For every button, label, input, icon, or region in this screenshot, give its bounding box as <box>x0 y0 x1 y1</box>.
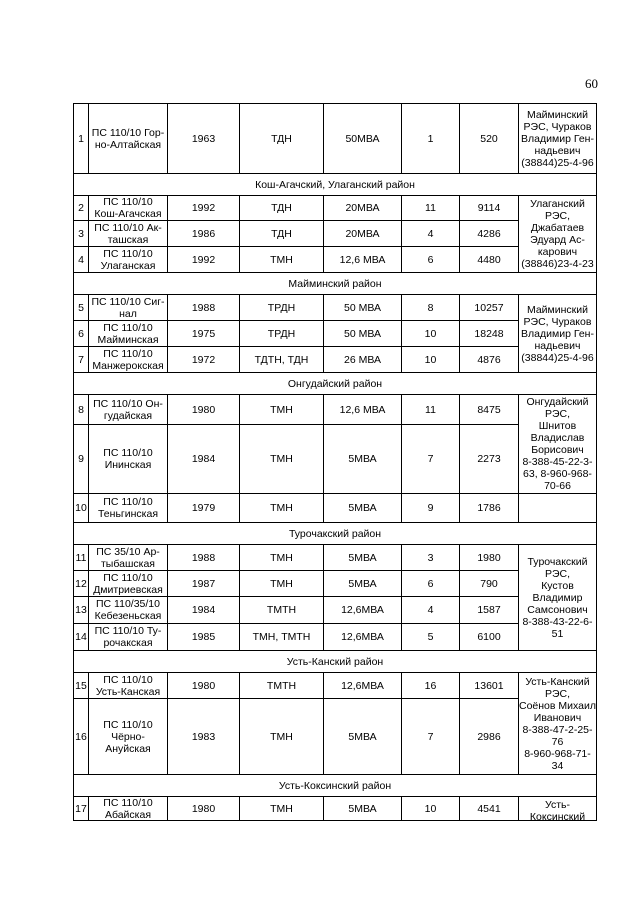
cell-year: 1972 <box>168 347 240 373</box>
cell-substation: ПС 110/10 Усть-Канская <box>89 673 168 699</box>
cell-value: 18248 <box>460 321 519 347</box>
cell-power: 12,6 МВА <box>324 247 402 273</box>
cell-year: 1963 <box>168 104 240 174</box>
cell-count: 7 <box>402 425 460 494</box>
cell-number: 7 <box>74 347 89 373</box>
cell-transformer-type: ТМН <box>240 545 324 571</box>
cell-value: 10257 <box>460 295 519 321</box>
cell-substation: ПС 35/10 Ар- тыбашская <box>89 545 168 571</box>
cell-transformer-type: ТДТН, ТДН <box>240 347 324 373</box>
cell-power: 5МВА <box>324 545 402 571</box>
cell-number: 14 <box>74 624 89 651</box>
cell-value: 6100 <box>460 624 519 651</box>
cell-power: 5МВА <box>324 797 402 821</box>
cell-year: 1984 <box>168 597 240 624</box>
table-row <box>74 395 596 425</box>
table-row <box>74 673 596 699</box>
cell-count: 3 <box>402 545 460 571</box>
cell-power: 50 МВА <box>324 295 402 321</box>
cell-count: 7 <box>402 699 460 775</box>
cell-power: 12,6МВА <box>324 624 402 651</box>
cell-year: 1983 <box>168 699 240 775</box>
cell-number: 13 <box>74 597 89 624</box>
table-row <box>74 425 596 494</box>
cell-substation: ПС 110/10 Кош-Агачская <box>89 196 168 221</box>
cell-count: 10 <box>402 797 460 821</box>
cell-contact: Улаганский РЭС, Джабатаев Эдуард Ас- карович (38846)23-4-23 <box>519 196 596 273</box>
page-number: 60 <box>585 76 598 91</box>
cell-power: 20МВА <box>324 221 402 247</box>
table-row <box>74 597 596 624</box>
cell-substation: ПС 110/10 Гор- но-Алтайская <box>89 104 168 174</box>
cell-contact: Усть- Коксинский <box>529 799 586 821</box>
table-row <box>74 494 596 523</box>
cell-count: 5 <box>402 624 460 651</box>
cell-transformer-type: ТДН <box>240 196 324 221</box>
cell-power: 5МВА <box>324 699 402 775</box>
cell-value: 4541 <box>460 797 519 821</box>
table-row <box>74 196 596 221</box>
cell-count: 11 <box>402 395 460 425</box>
table-row <box>74 104 596 174</box>
cell-year: 1987 <box>168 571 240 597</box>
table-row <box>74 545 596 571</box>
cell-substation: ПС 110/10 Он- гудайская <box>89 395 168 425</box>
cell-value: 8475 <box>460 395 519 425</box>
table-row <box>74 247 596 273</box>
cell-substation: ПС 110/10 Манжерокская <box>89 347 168 373</box>
cell-count: 11 <box>402 196 460 221</box>
cell-value: 9114 <box>460 196 519 221</box>
cell-year: 1980 <box>168 797 240 821</box>
cell-transformer-type: ТМН <box>240 494 324 523</box>
cell-number: 9 <box>74 425 89 494</box>
section-header: Усть-Канский район <box>74 651 596 673</box>
cell-number: 1 <box>74 104 89 174</box>
section-header: Майминский район <box>74 273 596 295</box>
section-header: Кош-Агачский, Улаганский район <box>74 174 596 196</box>
cell-count: 9 <box>402 494 460 523</box>
cell-year: 1980 <box>168 673 240 699</box>
cell-transformer-type: ТМТН <box>240 673 324 699</box>
cell-contact: Онгудайский РЭС, Шнитов Владислав Борисович 8-388-45-22-3- 63, 8-960-968- 70-66 <box>519 395 596 494</box>
cell-year: 1985 <box>168 624 240 651</box>
cell-count: 6 <box>402 247 460 273</box>
cell-value: 1587 <box>460 597 519 624</box>
cell-power: 12,6 МВА <box>324 395 402 425</box>
cell-contact: Майминский РЭС, Чураков Владимир Ген- надьевич (38844)25-4-96 <box>519 295 596 373</box>
cell-count: 4 <box>402 597 460 624</box>
cell-value: 1786 <box>460 494 519 523</box>
cell-power: 5МВА <box>324 571 402 597</box>
cell-value: 2986 <box>460 699 519 775</box>
cell-transformer-type: ТМТН <box>240 597 324 624</box>
cell-transformer-type: ТМН <box>240 425 324 494</box>
cell-value: 790 <box>460 571 519 597</box>
cell-number: 12 <box>74 571 89 597</box>
cell-value: 13601 <box>460 673 519 699</box>
cell-count: 1 <box>402 104 460 174</box>
cell-count: 10 <box>402 321 460 347</box>
cell-contact-empty <box>519 494 596 523</box>
cell-substation: ПС 110/10 Теньгинская <box>89 494 168 523</box>
cell-year: 1980 <box>168 395 240 425</box>
section-header: Онгудайский район <box>74 373 596 395</box>
cell-number: 4 <box>74 247 89 273</box>
cell-number: 5 <box>74 295 89 321</box>
substations-table <box>73 103 597 821</box>
cell-substation: ПС 110/35/10 Кебезеньская <box>89 597 168 624</box>
cell-transformer-type: ТРДН <box>240 295 324 321</box>
cell-number: 11 <box>74 545 89 571</box>
cell-transformer-type: ТМН <box>240 247 324 273</box>
cell-power: 20МВА <box>324 196 402 221</box>
cell-transformer-type: ТМН, ТМТН <box>240 624 324 651</box>
table-row <box>74 699 596 775</box>
cell-year: 1992 <box>168 196 240 221</box>
cell-contact: Майминский РЭС, Чураков Владимир Ген- надьевич (38844)25-4-96 <box>519 104 596 174</box>
table-row <box>74 221 596 247</box>
cell-substation: ПС 110/10 Абайская <box>89 797 168 821</box>
cell-contact: Турочакский РЭС, Кустов Владимир Самсонович 8-388-43-22-6- 51 <box>519 545 596 651</box>
cell-power: 5МВА <box>324 494 402 523</box>
cell-value: 2273 <box>460 425 519 494</box>
table-row <box>74 624 596 651</box>
table-row <box>74 295 596 321</box>
cell-value: 4876 <box>460 347 519 373</box>
cell-substation: ПС 110/10 Чёрно- Ануйская <box>89 699 168 775</box>
cell-substation: ПС 110/10 Ининская <box>89 425 168 494</box>
cell-substation: ПС 110/10 Майминская <box>89 321 168 347</box>
cell-count: 6 <box>402 571 460 597</box>
cell-transformer-type: ТМН <box>240 395 324 425</box>
cell-number: 8 <box>74 395 89 425</box>
cell-count: 16 <box>402 673 460 699</box>
cell-number: 16 <box>74 699 89 775</box>
cell-year: 1988 <box>168 295 240 321</box>
cell-value: 1980 <box>460 545 519 571</box>
cell-substation: ПС 110/10 Ак- ташская <box>89 221 168 247</box>
cell-number: 2 <box>74 196 89 221</box>
table-row <box>74 797 596 821</box>
cell-transformer-type: ТМН <box>240 699 324 775</box>
cell-number: 17 <box>74 797 89 821</box>
cell-number: 15 <box>74 673 89 699</box>
cell-number: 3 <box>74 221 89 247</box>
cell-count: 8 <box>402 295 460 321</box>
cell-count: 4 <box>402 221 460 247</box>
cell-transformer-type: ТРДН <box>240 321 324 347</box>
cell-year: 1988 <box>168 545 240 571</box>
section-header: Турочакский район <box>74 523 596 545</box>
cell-power: 26 МВА <box>324 347 402 373</box>
cell-value: 4480 <box>460 247 519 273</box>
cell-contact: Усть-Канский РЭС, Соёнов Михаил Иванович 8-388-47-2-25- 76 8-960-968-71- 34 <box>519 673 596 775</box>
cell-power: 50 МВА <box>324 321 402 347</box>
cell-transformer-type: ТДН <box>240 104 324 174</box>
cell-substation: ПС 110/10 Улаганская <box>89 247 168 273</box>
cell-transformer-type: ТДН <box>240 221 324 247</box>
cell-substation: ПС 110/10 Дмитриевская <box>89 571 168 597</box>
cell-substation: ПС 110/10 Сиг- нал <box>89 295 168 321</box>
cell-transformer-type: ТМН <box>240 571 324 597</box>
cell-power: 50МВА <box>324 104 402 174</box>
section-header: Усть-Коксинский район <box>74 775 596 797</box>
cell-year: 1979 <box>168 494 240 523</box>
cell-count: 10 <box>402 347 460 373</box>
cell-year: 1984 <box>168 425 240 494</box>
cell-year: 1992 <box>168 247 240 273</box>
cell-power: 5МВА <box>324 425 402 494</box>
cell-power: 12,6МВА <box>324 597 402 624</box>
cell-year: 1975 <box>168 321 240 347</box>
cell-transformer-type: ТМН <box>240 797 324 821</box>
cell-value: 520 <box>460 104 519 174</box>
cell-substation: ПС 110/10 Ту- рочакская <box>89 624 168 651</box>
cell-value: 4286 <box>460 221 519 247</box>
cell-power: 12,6МВА <box>324 673 402 699</box>
cell-number: 10 <box>74 494 89 523</box>
table-row <box>74 347 596 373</box>
cell-number: 6 <box>74 321 89 347</box>
cell-year: 1986 <box>168 221 240 247</box>
table-row <box>74 321 596 347</box>
table-row <box>74 571 596 597</box>
